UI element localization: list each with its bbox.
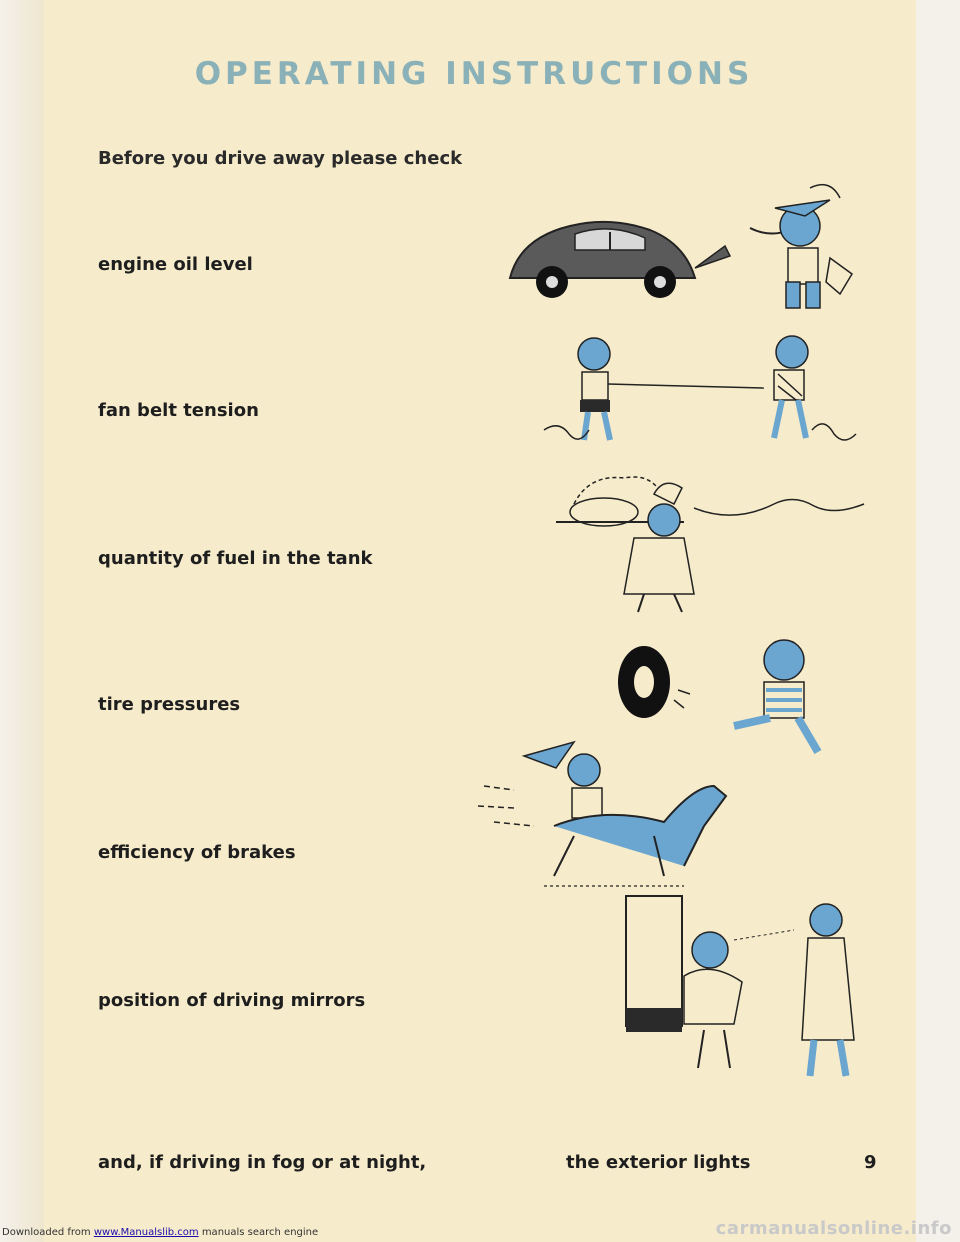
download-footer — [0, 1218, 960, 1242]
page-edge — [0, 0, 44, 1242]
closing-text-right: the exterior lights — [566, 1152, 751, 1173]
check-item-tires: tire pressures — [98, 694, 241, 715]
check-item-mirrors: position of driving mirrors — [98, 990, 366, 1011]
barber-illustration — [614, 890, 864, 1080]
car-mechanic-illustration — [500, 178, 860, 318]
check-item-fuel: quantity of fuel in the tank — [98, 548, 373, 569]
manualslib-link[interactable]: www.Manualslib.com — [93, 1227, 199, 1238]
tug-of-war-illustration — [534, 330, 864, 450]
page-number: 9 — [864, 1152, 877, 1173]
rider-illustration — [464, 726, 764, 896]
watermark: carmanualsonline.info — [715, 1218, 952, 1239]
intro-text: Before you drive away please check — [98, 148, 463, 169]
manual-page — [44, 0, 916, 1242]
check-item-oil: engine oil level — [98, 254, 253, 275]
footer-source: Downloaded from www.Manualslib.com manuals search engine — [2, 1227, 319, 1238]
check-item-brakes: efficiency of brakes — [98, 842, 296, 863]
check-item-fan-belt: fan belt tension — [98, 400, 259, 421]
closing-text-left: and, if driving in fog or at night, — [98, 1152, 427, 1173]
waiter-illustration — [534, 464, 894, 614]
page-title: OPERATING INSTRUCTIONS — [194, 56, 754, 92]
